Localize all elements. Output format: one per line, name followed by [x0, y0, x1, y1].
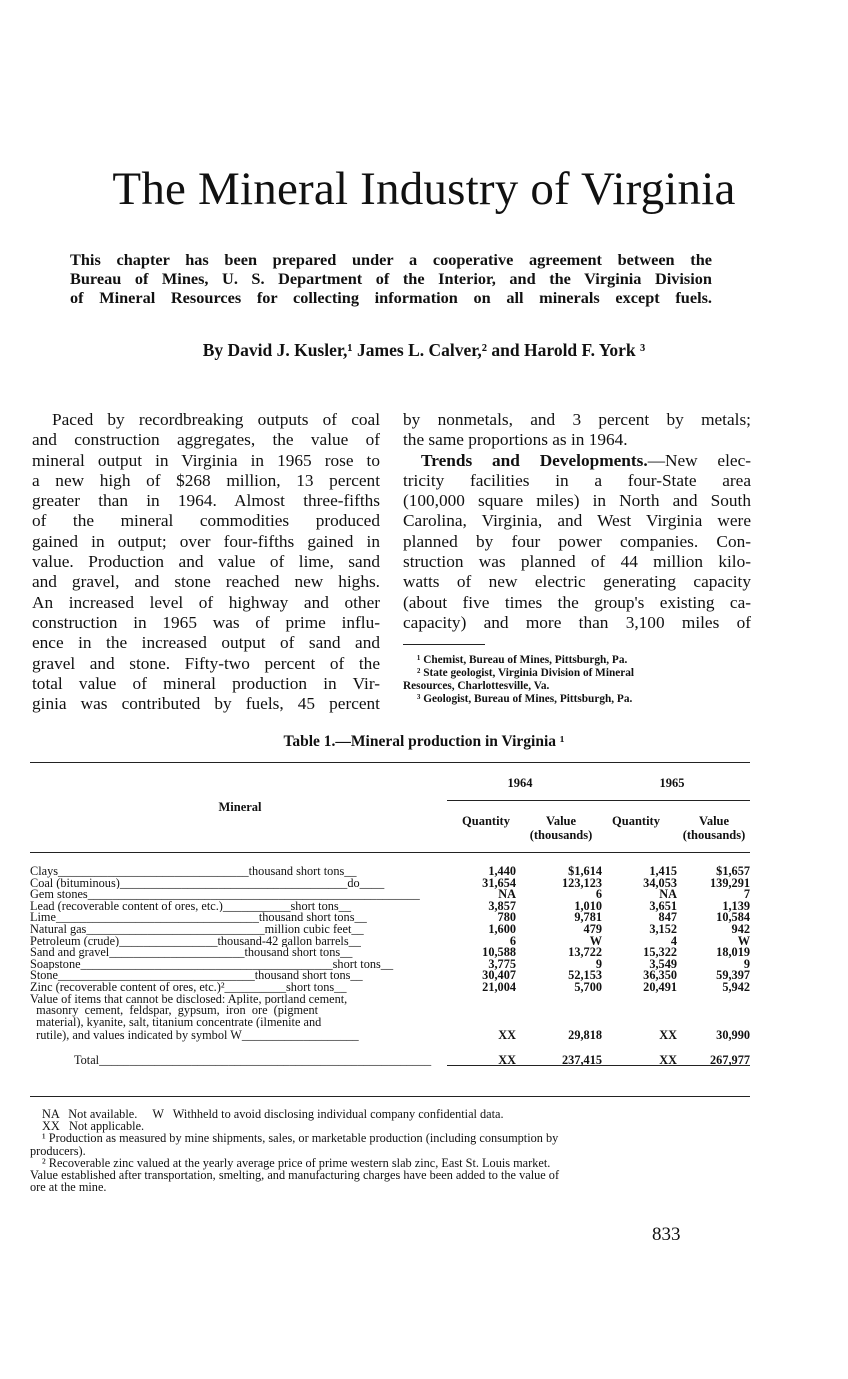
table-row [30, 970, 750, 982]
cell-value-1965: W [737, 933, 750, 948]
footnote: ¹ Chemist, Bureau of Mines, Pittsburgh, Pa. [417, 654, 628, 666]
row-label: Zinc (recoverable content of ores, etc.)²__________short tons__ [30, 981, 347, 994]
cell-quantity-1964: XX [498, 1028, 516, 1043]
body-line: greater than in 1964. Almost three-fifths [32, 491, 380, 511]
table-row-total [30, 1055, 750, 1067]
table-row-undisclosed [30, 1028, 750, 1046]
table-note: producers). [30, 1143, 86, 1158]
table-bottom-rule [30, 1096, 750, 1097]
cell-quantity-1964: 1,600 [488, 921, 516, 936]
row-label: Clays_______________________________thousand short tons__ [30, 866, 357, 878]
table-note: Value established after transportation, smelting, and manufacturing charges have been added to the value of [30, 1168, 560, 1183]
row-label: Total______________________________________________________ [74, 1055, 432, 1067]
cell-quantity-1965: 20,491 [643, 979, 677, 994]
body-line: and gravel, and stone reached new highs. [32, 572, 380, 592]
cell-quantity-1965: XX [659, 1028, 677, 1043]
header-value-label: Value [698, 814, 730, 828]
row-label: Coal (bituminous)_____________________________________do____ [30, 877, 385, 890]
body-line: gained in output; over four-fifths gained in [32, 531, 380, 551]
cell-quantity-1964: 6 [509, 933, 516, 948]
row-label: rutile), and values indicated by symbol W___________________ [30, 1030, 359, 1042]
cell-value-1964: 479 [583, 921, 602, 936]
author-footnotes [403, 654, 753, 706]
footnote-rule [403, 644, 485, 645]
cell-quantity-1964: 21,004 [482, 979, 516, 994]
table-top-rule [30, 762, 750, 763]
body-line: gravel and stone. Fifty-two percent of the [32, 653, 380, 673]
cell-quantity-1964: 780 [497, 910, 516, 925]
table-row [30, 866, 750, 878]
table-row-undisclosed [30, 994, 750, 1006]
header-year-1965: 1965 [659, 776, 685, 790]
cell-value-1964: 123,123 [562, 875, 602, 890]
table-title: Table 1.—Mineral production in Virginia ¹ [283, 733, 565, 750]
section-heading-line [403, 451, 751, 471]
header-value-unit: (thousands) [529, 828, 593, 842]
row-label: Natural gas_____________________________million cubic feet__ [30, 923, 364, 936]
table-row [30, 921, 750, 936]
cell-quantity-1965: 36,350 [643, 968, 677, 983]
body-line: (100,000 square miles) in North and South [403, 491, 751, 511]
cell-quantity-1965: XX [659, 1053, 677, 1068]
table-note: XX Not applicable. [42, 1119, 145, 1134]
table-row [30, 889, 750, 901]
cell-quantity-1965: 847 [658, 910, 677, 925]
cell-value-1965: 7 [743, 887, 750, 902]
cell-value-1965: 1,139 [722, 898, 750, 913]
cell-value-1965: 59,397 [716, 968, 750, 983]
cell-value-1964: 9 [595, 956, 602, 971]
body-line: An increased level of highway and other [32, 592, 380, 612]
header-value-label: Value [545, 814, 577, 828]
row-label: material), kyanite, salt, titanium concentrate (ilmenite and [30, 1016, 322, 1029]
header-bottom-rule [30, 852, 750, 853]
row-label: masonry cement, feldspar, gypsum, iron ore (pigment [30, 1005, 319, 1017]
chapter-note-line: of Mineral Resources for collecting information on all minerals except fuels. [70, 288, 712, 307]
page-title: The Mineral Industry of Virginia [112, 163, 736, 215]
cell-quantity-1965: 3,549 [649, 956, 677, 971]
table-note: ² Recoverable zinc valued at the yearly average price of prime western slab zinc, East St. Louis market. [42, 1155, 551, 1170]
cell-value-1964: 9,781 [574, 910, 602, 925]
cell-quantity-1965: 3,152 [649, 921, 677, 936]
body-line: a new high of $268 million, 13 percent [32, 470, 380, 490]
cell-quantity-1965: 15,322 [643, 945, 677, 960]
cell-value-1965: 9 [743, 956, 750, 971]
cell-quantity-1965: 1,415 [649, 864, 677, 878]
header-value-1964 [515, 814, 607, 842]
cell-value-1964: 29,818 [568, 1028, 602, 1043]
cell-quantity-1964: 10,588 [482, 945, 516, 960]
cell-quantity-1964: 31,654 [482, 875, 516, 890]
year-header-rule [447, 800, 750, 801]
cell-value-1964: 6 [595, 887, 602, 902]
chapter-note [70, 250, 712, 307]
body-line: ginia was contributed by fuels, 45 percent [32, 694, 380, 714]
cell-quantity-1965: NA [659, 887, 677, 902]
table-note: NA Not available. W Withheld to avoid disclosing individual company confidential data. [42, 1107, 504, 1121]
cell-quantity-1964: 3,775 [488, 956, 516, 971]
table-row [30, 979, 750, 994]
header-value-unit: (thousands) [682, 828, 746, 842]
table-body [30, 866, 750, 1067]
cell-value-1965: 139,291 [710, 875, 750, 890]
table-row [30, 875, 750, 890]
table-row [30, 956, 750, 971]
cell-value-1964: 5,700 [574, 979, 602, 994]
body-line: planned by four power companies. Con- [403, 531, 751, 551]
table-row [30, 947, 750, 959]
cell-value-1964: 52,153 [568, 968, 602, 983]
cell-value-1965: 942 [731, 921, 750, 936]
body-line: the same proportions as in 1964. [403, 430, 628, 450]
cell-value-1964: W [589, 933, 602, 948]
table-notes [30, 1108, 750, 1193]
body-line: (about five times the group's existing ca- [403, 592, 751, 612]
cell-value-1965: 18,019 [716, 945, 750, 960]
cell-value-1965: 10,584 [716, 910, 750, 925]
body-column-right [403, 410, 751, 633]
footnote: ² State geologist, Virginia Division of Mineral [417, 667, 635, 679]
body-line: mineral output in Virginia in 1965 rose to [32, 450, 380, 470]
cell-value-1965: 267,977 [710, 1053, 750, 1068]
cell-value-1964: $1,614 [568, 864, 602, 878]
section-heading-rest: —New elec- [647, 450, 751, 470]
header-mineral: Mineral [218, 800, 262, 814]
cell-value-1965: $1,657 [716, 864, 750, 878]
row-label: Sand and gravel______________________thousand short tons__ [30, 947, 353, 959]
row-label: Lead (recoverable content of ores, etc.)___________short tons__ [30, 900, 351, 913]
body-line: Carolina, Virginia, and West Virginia were [403, 511, 751, 531]
cell-quantity-1964: 30,407 [482, 968, 516, 983]
table-note: ore at the mine. [30, 1180, 107, 1195]
row-label: Lime_________________________________thousand short tons__ [30, 912, 367, 924]
row-label: Petroleum (crude)________________thousand-42 gallon barrels__ [30, 935, 361, 948]
page-number: 833 [652, 1224, 681, 1245]
row-label: Stone________________________________thousand short tons__ [30, 970, 363, 982]
header-quantity-1965: Quantity [612, 814, 660, 828]
row-label: Soapstone_________________________________________short tons__ [30, 958, 394, 971]
body-line: construction in 1965 was of prime influ- [32, 612, 380, 632]
cell-quantity-1964: 1,440 [488, 864, 516, 878]
body-line: ence in the increased output of sand and [32, 633, 380, 653]
cell-quantity-1964: 3,857 [488, 898, 516, 913]
chapter-note-line: Bureau of Mines, U. S. Department of the Interior, and the Virginia Division [70, 269, 712, 288]
row-label: Value of items that cannot be disclosed: Aplite, portland cement, [30, 993, 348, 1006]
cell-value-1964: 13,722 [568, 945, 602, 960]
body-line: by nonmetals, and 3 percent by metals; [403, 410, 751, 429]
header-value-1965 [668, 814, 760, 842]
cell-quantity-1965: 3,651 [649, 898, 677, 913]
authors-byline: By David J. Kusler,¹ James L. Calver,² and Harold F. York ³ [202, 340, 646, 360]
footnote: ³ Geologist, Bureau of Mines, Pittsburgh, Pa. [417, 693, 633, 705]
cell-quantity-1964: NA [498, 887, 516, 902]
section-heading: Trends and Developments. [421, 450, 648, 470]
body-line: Paced by recordbreaking outputs of coal [52, 410, 380, 429]
header-year-1964: 1964 [507, 776, 533, 790]
body-line: watts of new electric generating capacity [403, 572, 751, 592]
cell-value-1965: 30,990 [716, 1028, 750, 1043]
cell-value-1965: 5,942 [722, 979, 750, 994]
cell-quantity-1964: XX [498, 1053, 516, 1068]
footnote: Resources, Charlottesville, Va. [403, 680, 550, 692]
row-label: Gem stones______________________________________________________ [30, 889, 420, 901]
cell-quantity-1965: 4 [670, 933, 677, 948]
cell-value-1964: 1,010 [574, 898, 602, 913]
chapter-note-line: This chapter has been prepared under a cooperative agreement between the [70, 250, 712, 269]
body-line: struction was planned of 44 million kilo- [403, 552, 751, 572]
header-quantity-1964: Quantity [462, 814, 510, 828]
body-column-left [32, 410, 380, 714]
cell-quantity-1965: 34,053 [643, 875, 677, 890]
table-row [30, 898, 750, 913]
body-line: of the mineral commodities produced [32, 511, 380, 531]
body-line: total value of mineral production in Vir- [32, 673, 380, 693]
table-row-undisclosed [30, 1017, 750, 1029]
table-row [30, 912, 750, 924]
body-line: value. Production and value of lime, sand [32, 552, 380, 572]
cell-value-1964: 237,415 [562, 1053, 602, 1068]
table-row-undisclosed [30, 1005, 750, 1017]
body-line: capacity) and more than 3,100 miles of [403, 612, 751, 632]
table-note: ¹ Production as measured by mine shipments, sales, or marketable production (including consumption by [42, 1131, 559, 1146]
body-line: and construction aggregates, the value of [32, 430, 380, 450]
table-row [30, 933, 750, 948]
body-line: tricity facilities in a four-State area [403, 470, 751, 490]
